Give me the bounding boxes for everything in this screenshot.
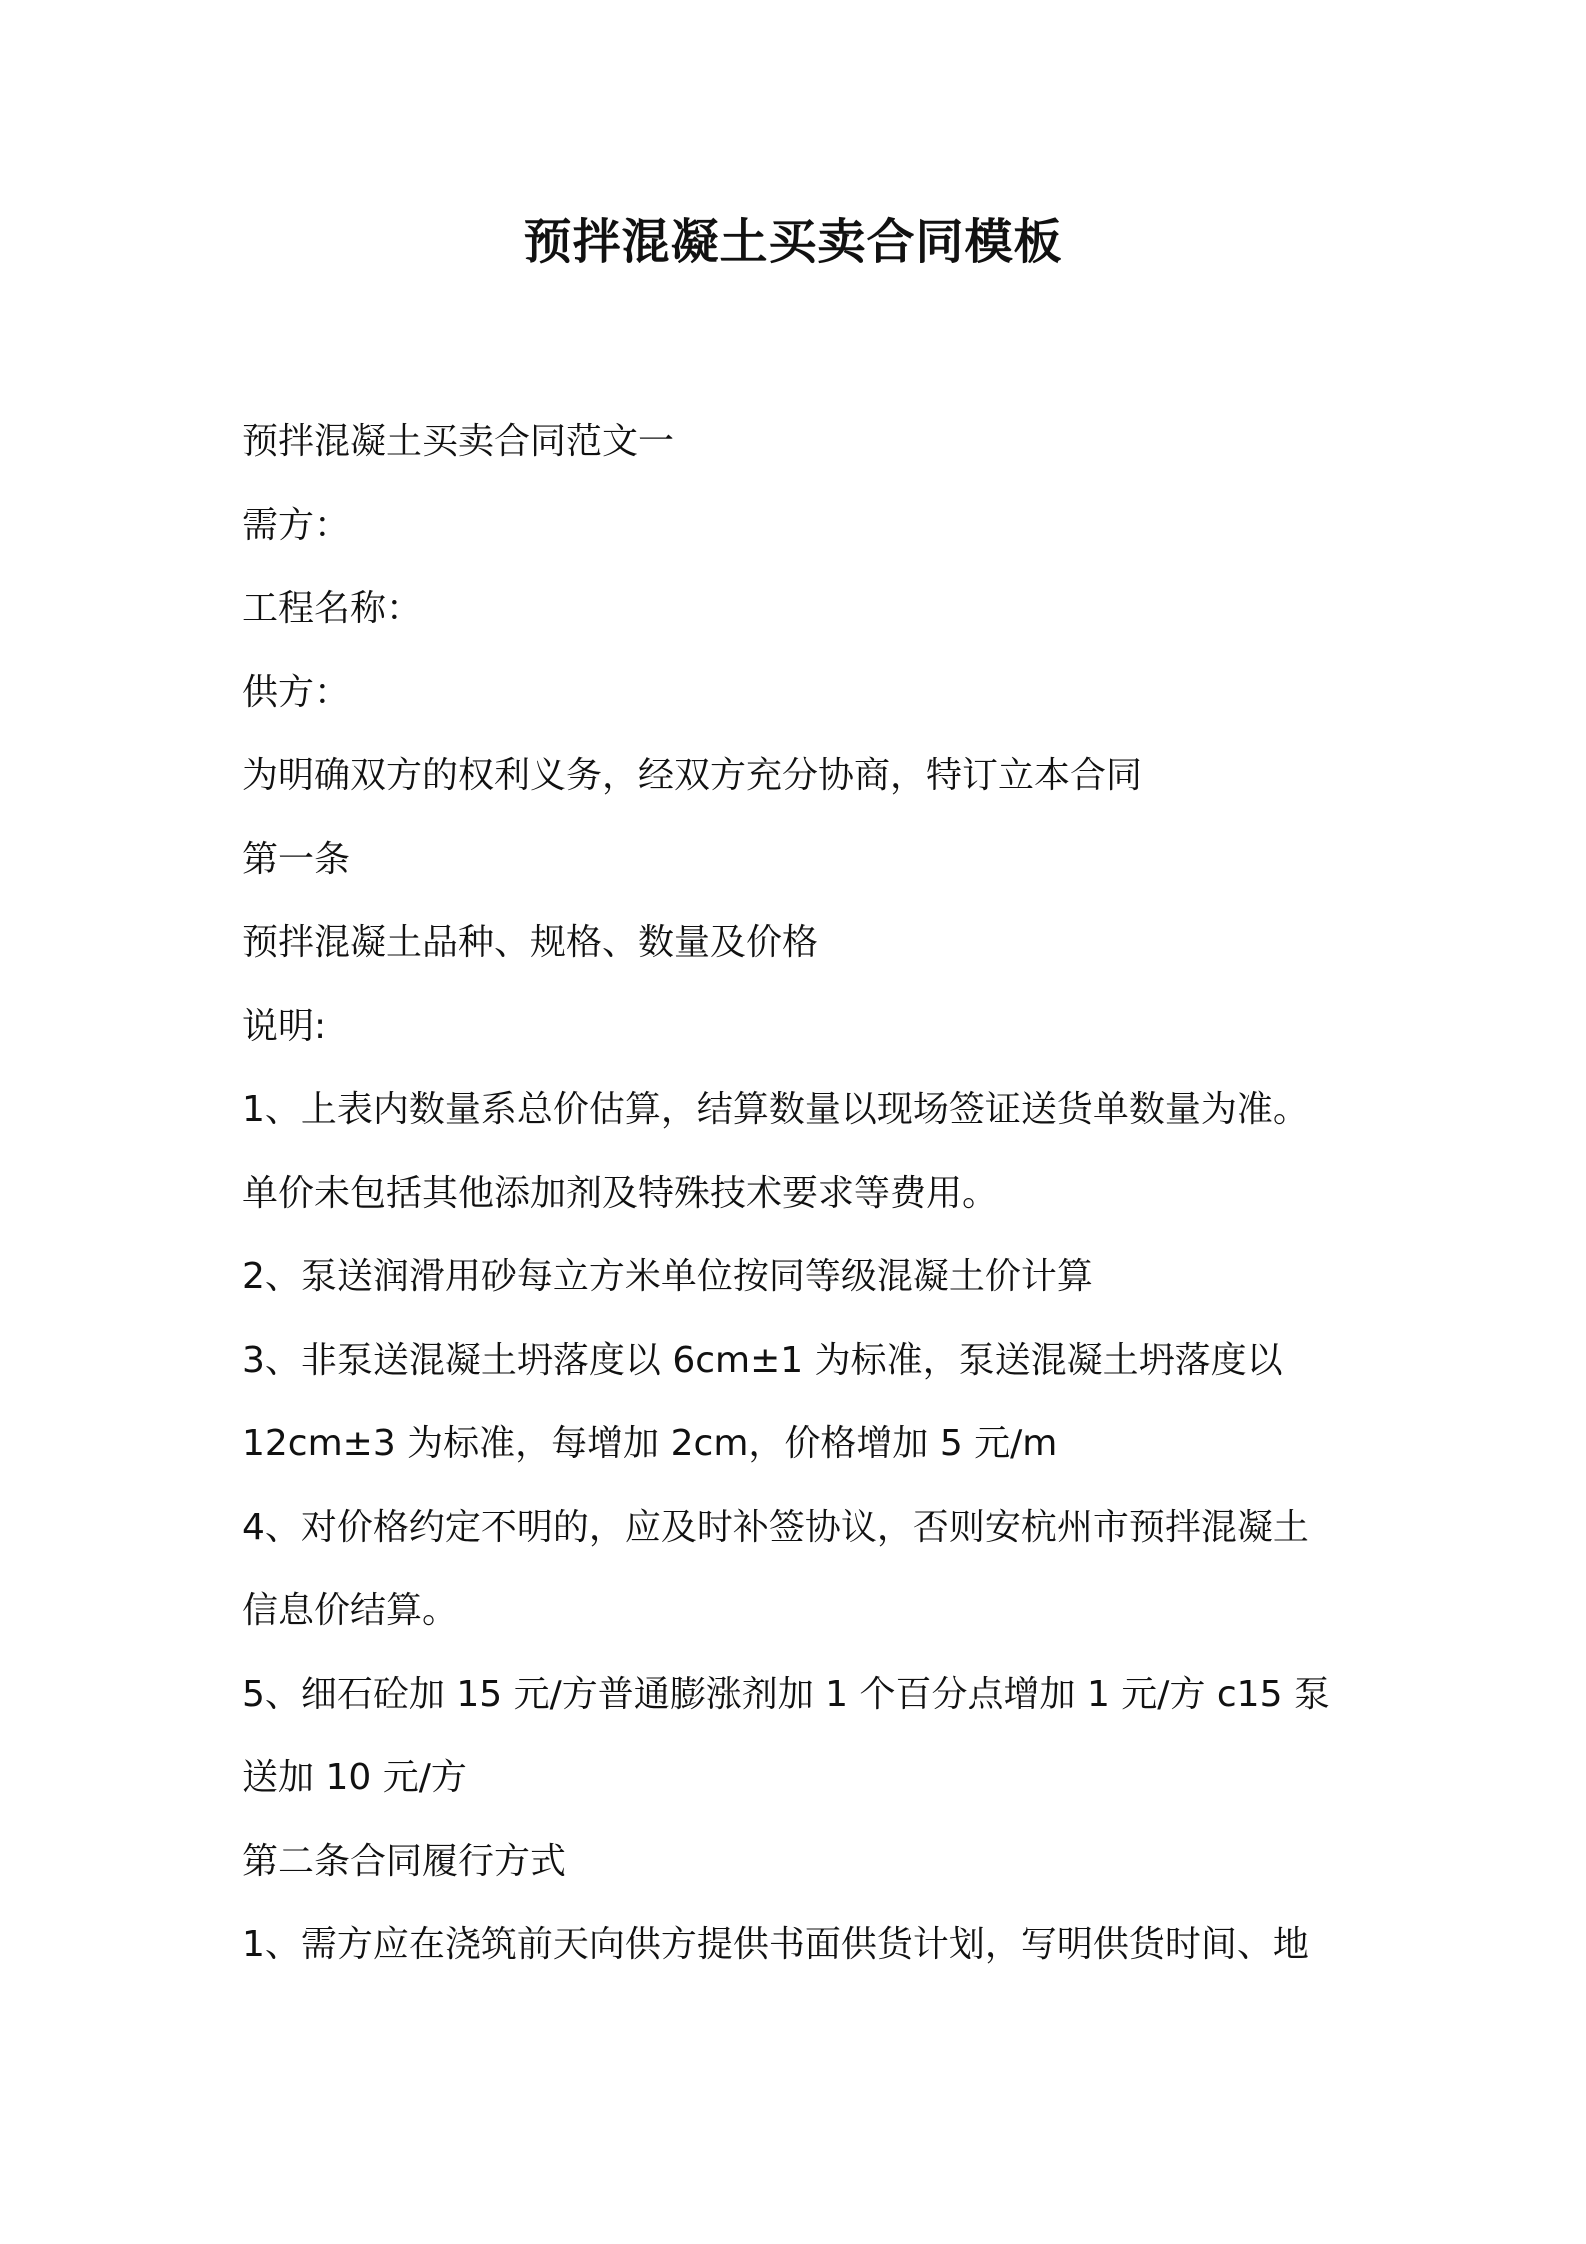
- text-line: 工程名称：: [242, 588, 423, 629]
- text-line: 4、对价格约定不明的，应及时补签协议，否则安杭州市预拌混凝土: [242, 1506, 1309, 1548]
- text-line: 1、上表内数量系总价估算，结算数量以现场签证送货单数量为准。: [242, 1089, 1309, 1130]
- text-line: 为明确双方的权利义务，经双方充分协商，特订立本合同: [242, 755, 1143, 796]
- text-line: 送加 10 元/方: [242, 1757, 467, 1798]
- text-line: 3、非泵送混凝土坍落度以 6cm±1 为标准，泵送混凝土坍落度以: [242, 1339, 1283, 1381]
- text-line: 预拌混凝土买卖合同范文一: [242, 421, 675, 462]
- document-title: 预拌混凝土买卖合同模板: [523, 214, 1063, 270]
- text-line: 供方：: [242, 671, 351, 713]
- text-line: 预拌混凝土品种、规格、数量及价格: [242, 922, 819, 963]
- text-line: 第二条合同履行方式: [242, 1840, 567, 1882]
- text-line: 1、需方应在浇筑前天向供方提供书面供货计划，写明供货时间、地: [242, 1924, 1309, 1965]
- text-line: 2、泵送润滑用砂每立方米单位按同等级混凝土价计算: [242, 1256, 1093, 1297]
- text-line: 5、细石砼加 15 元/方普通膨涨剂加 1 个百分点增加 1 元/方 c15 泵: [242, 1673, 1330, 1715]
- document-body: [242, 400, 1362, 1987]
- text-line: 信息价结算。: [242, 1590, 459, 1631]
- text-line: 第一条: [242, 838, 351, 880]
- text-line: 单价未包括其他添加剂及特殊技术要求等费用。: [242, 1172, 999, 1214]
- text-line: 需方：: [242, 504, 351, 546]
- text-line: 12cm±3 为标准，每增加 2cm，价格增加 5 元/m: [242, 1423, 1058, 1464]
- text-line: 说明:: [242, 1005, 327, 1047]
